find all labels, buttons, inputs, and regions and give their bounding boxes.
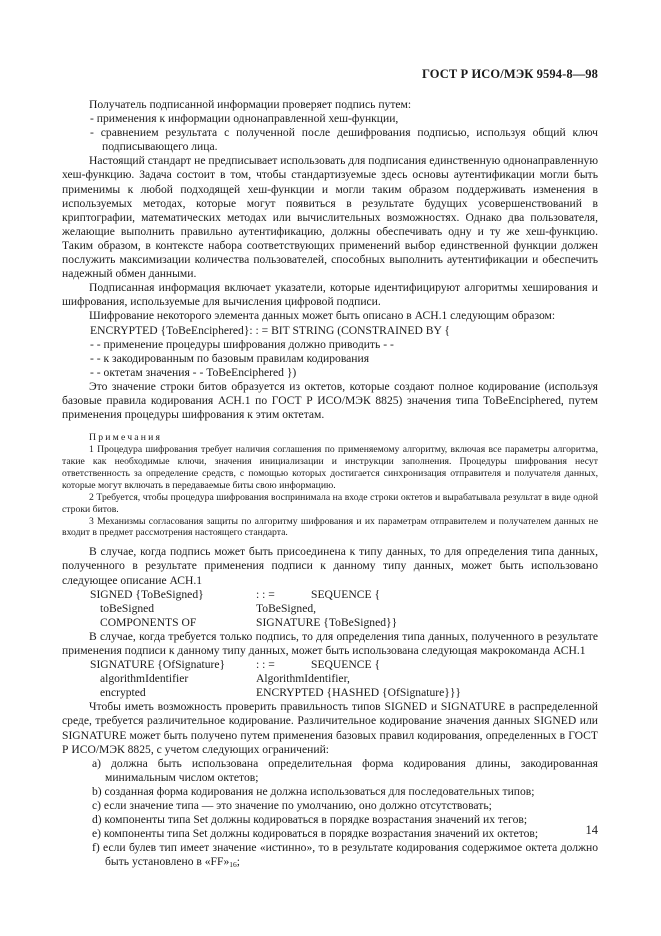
signed-sequence: SEQUENCE { <box>311 587 381 601</box>
intro-item: - сравнением результата с полученной после дешифрования подписью, используя общий ключ подписывающего лица. <box>90 126 598 154</box>
signed-assign: : : = <box>256 587 275 601</box>
constraint-item: e) компоненты типа Set должны кодироваться в порядке возрастания значений их октетов; <box>92 827 539 841</box>
signed-definition <box>62 588 598 602</box>
signature-sequence: SEQUENCE { <box>311 658 381 672</box>
notes-block <box>62 432 598 539</box>
paragraph: Это значение строки битов образуется из октетов, которые создают полное кодирование (используя базовые правила кодирования АСН.1 по ГОСТ Р ИСО/МЭК 8825) значения типа ToBeEnciphered, путем применения процедуры шифрования к этим октетам. <box>62 379 598 422</box>
paragraph: Шифрование некоторого элемента данных может быть описано в АСН.1 следующим образом: <box>89 309 556 323</box>
notes-title: Примечания <box>89 432 163 444</box>
signature-assign: : : = <box>256 658 275 672</box>
note-item: 1 Процедура шифрования требует наличия соглашения по применяемому алгоритму, включая все параметры алгоритма, такие как необходимые ключи, значения инициализации и инструкции заполнения. Процедуры шифрования несут ответственность за определение средств, с помощью которых достигается синхронизация отправителя и получателя данных, которые могут включать в передаваемые биты свою информацию. <box>62 444 598 491</box>
encrypted-definition: ENCRYPTED {ToBeEnciphered}: : = BIT STRING (CONSTRAINED BY { <box>90 323 450 337</box>
constraint-item: f) если булев тип имеет значение «истинно», то в результате кодирования содержимое октета должно быть установлено в «$FF»_{16}$; <box>92 841 598 870</box>
signed-field: toBeSigned ToBeSigned, <box>100 601 317 615</box>
signed-name: SIGNED {ToBeSigned} <box>90 587 204 601</box>
page-content <box>62 98 598 869</box>
signed-field: COMPONENTS OF SIGNATURE {ToBeSigned}} <box>100 615 398 629</box>
paragraph: Подписанная информация включает указатели, которые идентифицируют алгоритмы хеширования и шифрования, используемые для вычисления цифровой подписи. <box>62 281 598 309</box>
page-number: 14 <box>585 823 598 837</box>
hex-subscript: 16 <box>229 860 237 870</box>
paragraph: Чтобы иметь возможность проверить правильность типов SIGNED и SIGNATURE в распределенной среде, требуется различительное кодирование. Различительное кодирование значения данных SIGNED или SIGNATURE может быть получено путем применения базовых правил кодирования, определенных в ГОСТ Р ИСО/МЭК 8825, с учетом следующих ограничений: <box>62 700 598 756</box>
constraint-item: d) компоненты типа Set должны кодироваться в порядке возрастания значений их тегов; <box>92 813 528 827</box>
signature-field: algorithmIdentifier AlgorithmIdentifier, <box>100 672 350 686</box>
intro-item: - применения к информации однонаправленной хеш-функции, <box>90 112 399 126</box>
intro-lead: Получатель подписанной информации проверяет подпись путем: <box>89 98 412 111</box>
paragraph: В случае, когда подпись может быть присоединена к типу данных, то для определения типа данных, полученного в результате применения подписи к данному типу данных, может быть использовано следующее описание АСН.1 <box>62 545 598 587</box>
paragraph: В случае, когда требуется только подпись, то для определения типа данных, полученного в результате применения подписи к данному типу данных, может быть использована следующая макрокоманда АСН.1 <box>62 629 598 657</box>
standard-header: ГОСТ Р ИСО/МЭК 9594-8—98 <box>422 67 598 81</box>
signature-definition <box>62 658 598 672</box>
constraint-item: c) если значение типа — это значение по умолчанию, оно должно отсутствовать; <box>92 799 492 812</box>
asn-comment: - - к закодированным по базовым правилам кодирования <box>90 351 370 365</box>
paragraph: Настоящий стандарт не предписывает использовать для подписания единственную однонаправленную хеш-функцию. Задача состоит в том, чтобы стандартизуемые здесь основы аутентификации могли быть применимы к любой подходящей хеш-функции и могли таким образом поддерживать изменения в используемых методах, которые могут появиться в результате будущих усовершенствований в криптографии, математических методах или вычислительных возможностях. Однако два пользователя, желающие выполнить правильно аутентификацию, должны обеспечивать одну и ту же хеш-функцию. Таким образом, в контексте набора соответствующих применений выбор единственной функции должен послужить максимизации количества пользователей, способных выполнить аутентификации и обеспечить надежный обмен данными. <box>62 154 598 281</box>
signature-name: SIGNATURE {OfSignature} <box>90 658 226 672</box>
constraint-item: b) созданная форма кодирования не должна использоваться для последовательных типов; <box>92 784 535 798</box>
note-item: 2 Требуется, чтобы процедура шифрования воспринимала на входе строки октетов и вырабатывала результат в виде одной строки битов. <box>62 491 598 515</box>
asn-comment: - - применение процедуры шифрования должно приводить - - <box>90 337 394 351</box>
constraint-item: а) должна быть использована определительная форма кодирования длины, закодированная минимальным числом октетов; <box>92 756 598 784</box>
note-item: 3 Механизмы согласования защиты по алгоритму шифрования и их параметрам отправителем и получателем данных не входит в предмет рассмотрения настоящего стандарта. <box>62 515 598 539</box>
asn-comment: - - октетам значения - - ToBeEnciphered }) <box>90 365 297 379</box>
signature-field: encrypted ENCRYPTED {HASHED {OfSignature}}} <box>100 686 461 700</box>
